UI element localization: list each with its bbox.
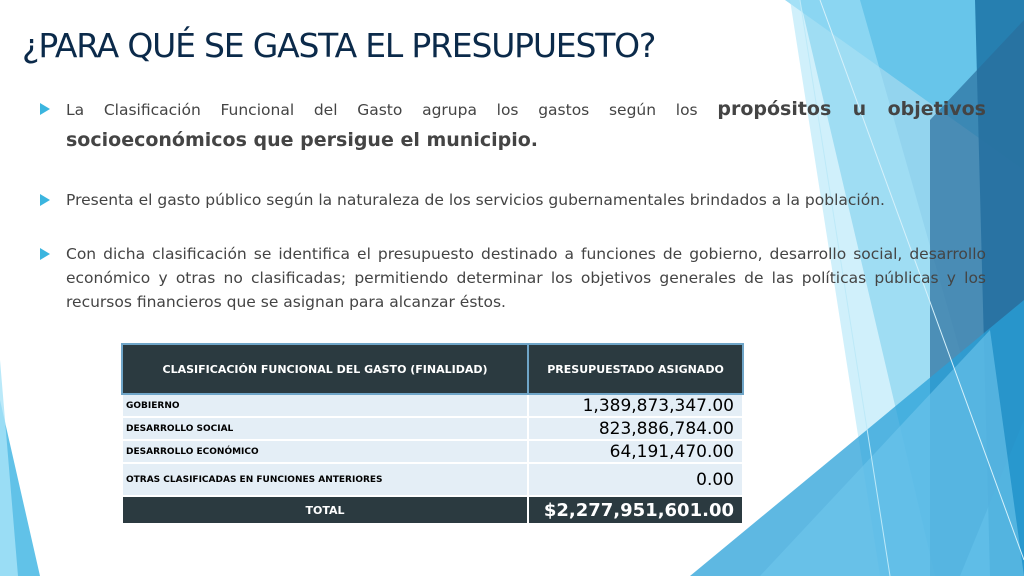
bullet-arrow-icon [40,103,50,115]
bullet-text-1: La Clasificación Funcional del Gasto agrupa los gastos según los [66,101,718,119]
bullet-arrow-icon [40,194,50,206]
bullet-text-2: Presenta el gasto público según la naturaleza de los servicios gubernamentales brindados a la población. [66,191,885,209]
bullet-item-2 [38,188,986,212]
table-row [122,440,743,463]
table-total-row [122,496,743,524]
table-row [122,417,743,440]
total-label: TOTAL [122,496,528,524]
budget-table [121,343,744,525]
bullet-item-3 [38,242,986,314]
bullet-arrow-icon [40,248,50,260]
row-label: DESARROLLO ECONÓMICO [122,440,528,463]
row-value: 823,886,784.00 [528,417,743,440]
row-value: 0.00 [528,463,743,496]
bullet-item-1 [38,94,986,156]
table-row [122,463,743,496]
header-classification: CLASIFICACIÓN FUNCIONAL DEL GASTO (FINALIDAD) [122,344,528,394]
table-row [122,394,743,417]
header-assigned-budget: PRESUPUESTADO ASIGNADO [528,344,743,394]
bullet-text-3: Con dicha clasificación se identifica el presupuesto destinado a funciones de gobierno, desarrollo social, desarrollo económico y otras no clasificadas; permitiendo determinar los objetivos generales de las políticas públicas y los recursos financieros que se asignan para alcanzar éstos. [66,245,986,311]
row-value: 64,191,470.00 [528,440,743,463]
table-header-row [122,344,743,394]
total-value: $2,277,951,601.00 [528,496,743,524]
row-label: DESARROLLO SOCIAL [122,417,528,440]
row-label: GOBIERNO [122,394,528,417]
row-value: 1,389,873,347.00 [528,394,743,417]
bullet-list [38,94,986,314]
row-label: OTRAS CLASIFICADAS EN FUNCIONES ANTERIORES [122,463,528,496]
bullet-emphasis-1: propósitos u objetivos socioeconómicos que persigue el municipio. [66,98,986,151]
slide-title: ¿PARA QUÉ SE GASTA EL PRESUPUESTO? [22,26,656,65]
